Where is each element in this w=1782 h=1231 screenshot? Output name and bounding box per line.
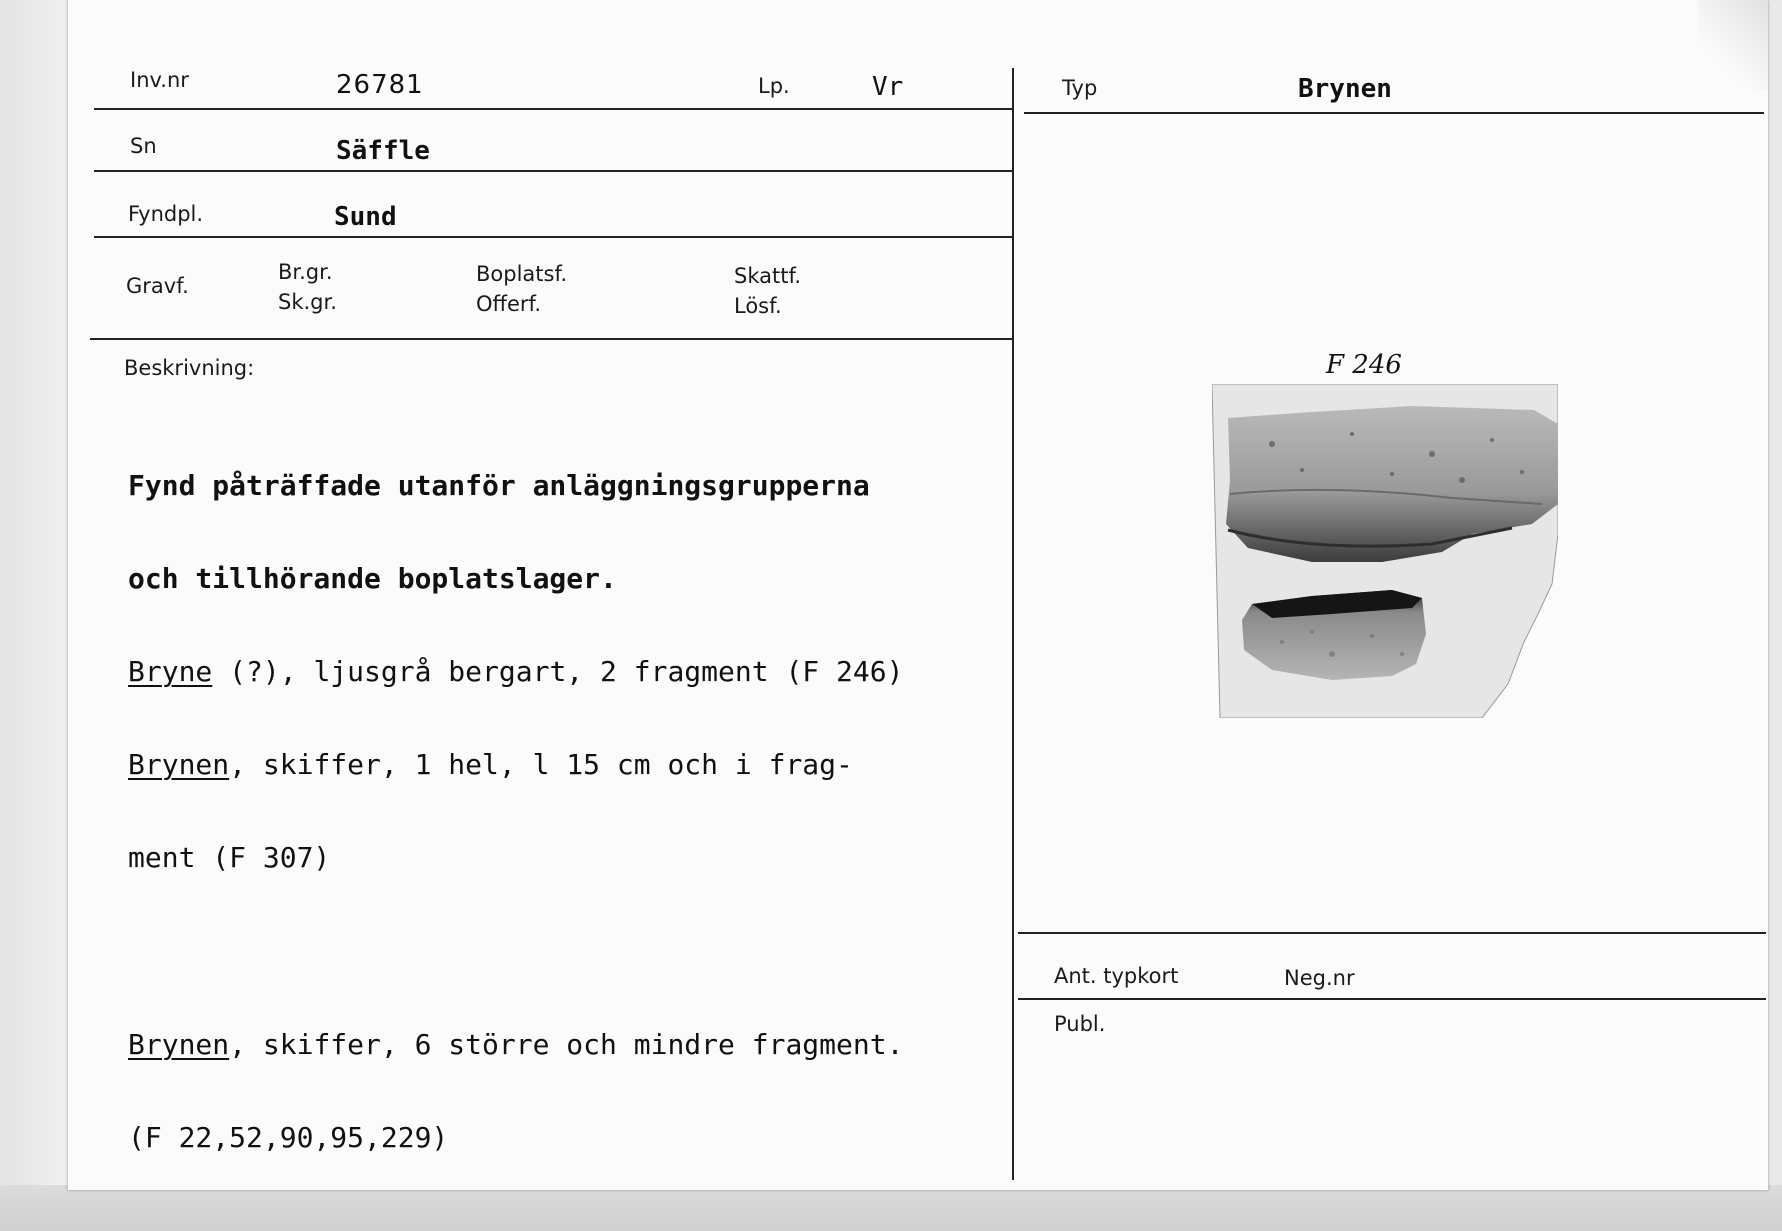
- inv-nr-label: Inv.nr: [130, 68, 189, 92]
- gravf-label: Gravf.: [126, 274, 189, 298]
- vr-value: Vr: [872, 72, 904, 102]
- description-line: (F 22,52,90,95,229): [128, 1121, 449, 1154]
- skgr-label: Sk.gr.: [278, 290, 337, 314]
- boplatsf-label: Boplatsf.: [476, 262, 568, 286]
- description-spacer: [128, 935, 1028, 975]
- card-fold-corner: [1698, 0, 1768, 90]
- sn-value: Säffle: [336, 136, 430, 166]
- ant-typkort-label: Ant. typkort: [1054, 964, 1179, 988]
- description-line: och tillhörande boplatslager.: [128, 562, 617, 595]
- description-text: , skiffer, 6 större och mindre fragment.: [229, 1028, 904, 1061]
- rule-bottom-right-2: [1018, 998, 1766, 1000]
- typ-value: Brynen: [1298, 74, 1392, 104]
- offerf-label: Offerf.: [476, 292, 542, 316]
- beskrivning-label: Beskrivning:: [124, 356, 255, 380]
- rule-row3: [94, 236, 1014, 238]
- neg-nr-label: Neg.nr: [1284, 966, 1355, 990]
- inv-nr-value: 26781: [336, 70, 424, 100]
- rule-bottom-right-1: [1018, 932, 1766, 934]
- photo-caption: F 246: [1326, 350, 1402, 380]
- description-line: [128, 1029, 1028, 1060]
- fyndpl-value: Sund: [334, 202, 397, 232]
- lp-label: Lp.: [758, 74, 790, 98]
- description-line: [128, 749, 1028, 780]
- description-text: (?), ljusgrå bergart, 2 fragment (F 246): [212, 655, 904, 688]
- description-block: [128, 408, 1028, 1184]
- brgr-label: Br.gr.: [278, 260, 333, 284]
- rule-row4: [90, 338, 1014, 340]
- whetstone-photo-icon: [1212, 384, 1558, 718]
- sn-label: Sn: [130, 134, 157, 158]
- scan-background-bottom: [0, 1185, 1782, 1231]
- publ-label: Publ.: [1054, 1012, 1106, 1036]
- skattf-label: Skattf.: [734, 264, 801, 288]
- description-underlined: Bryne: [128, 655, 213, 688]
- typ-label: Typ: [1062, 76, 1098, 100]
- description-line: ment (F 307): [128, 841, 331, 874]
- description-text: , skiffer, 1 hel, l 15 cm och i frag-: [229, 748, 853, 781]
- losf-label: Lösf.: [734, 294, 782, 318]
- rule-row1-left: [94, 108, 1014, 110]
- description-line: Fynd påträffade utanför anläggningsgrupperna: [128, 469, 870, 502]
- rule-row1-right: [1024, 112, 1764, 114]
- description-line: [128, 656, 1028, 687]
- fyndpl-label: Fyndpl.: [128, 202, 204, 226]
- scan-background: [0, 0, 70, 1231]
- description-underlined: Brynen: [128, 748, 230, 781]
- rule-row2: [94, 170, 1014, 172]
- description-underlined: Brynen: [128, 1028, 230, 1061]
